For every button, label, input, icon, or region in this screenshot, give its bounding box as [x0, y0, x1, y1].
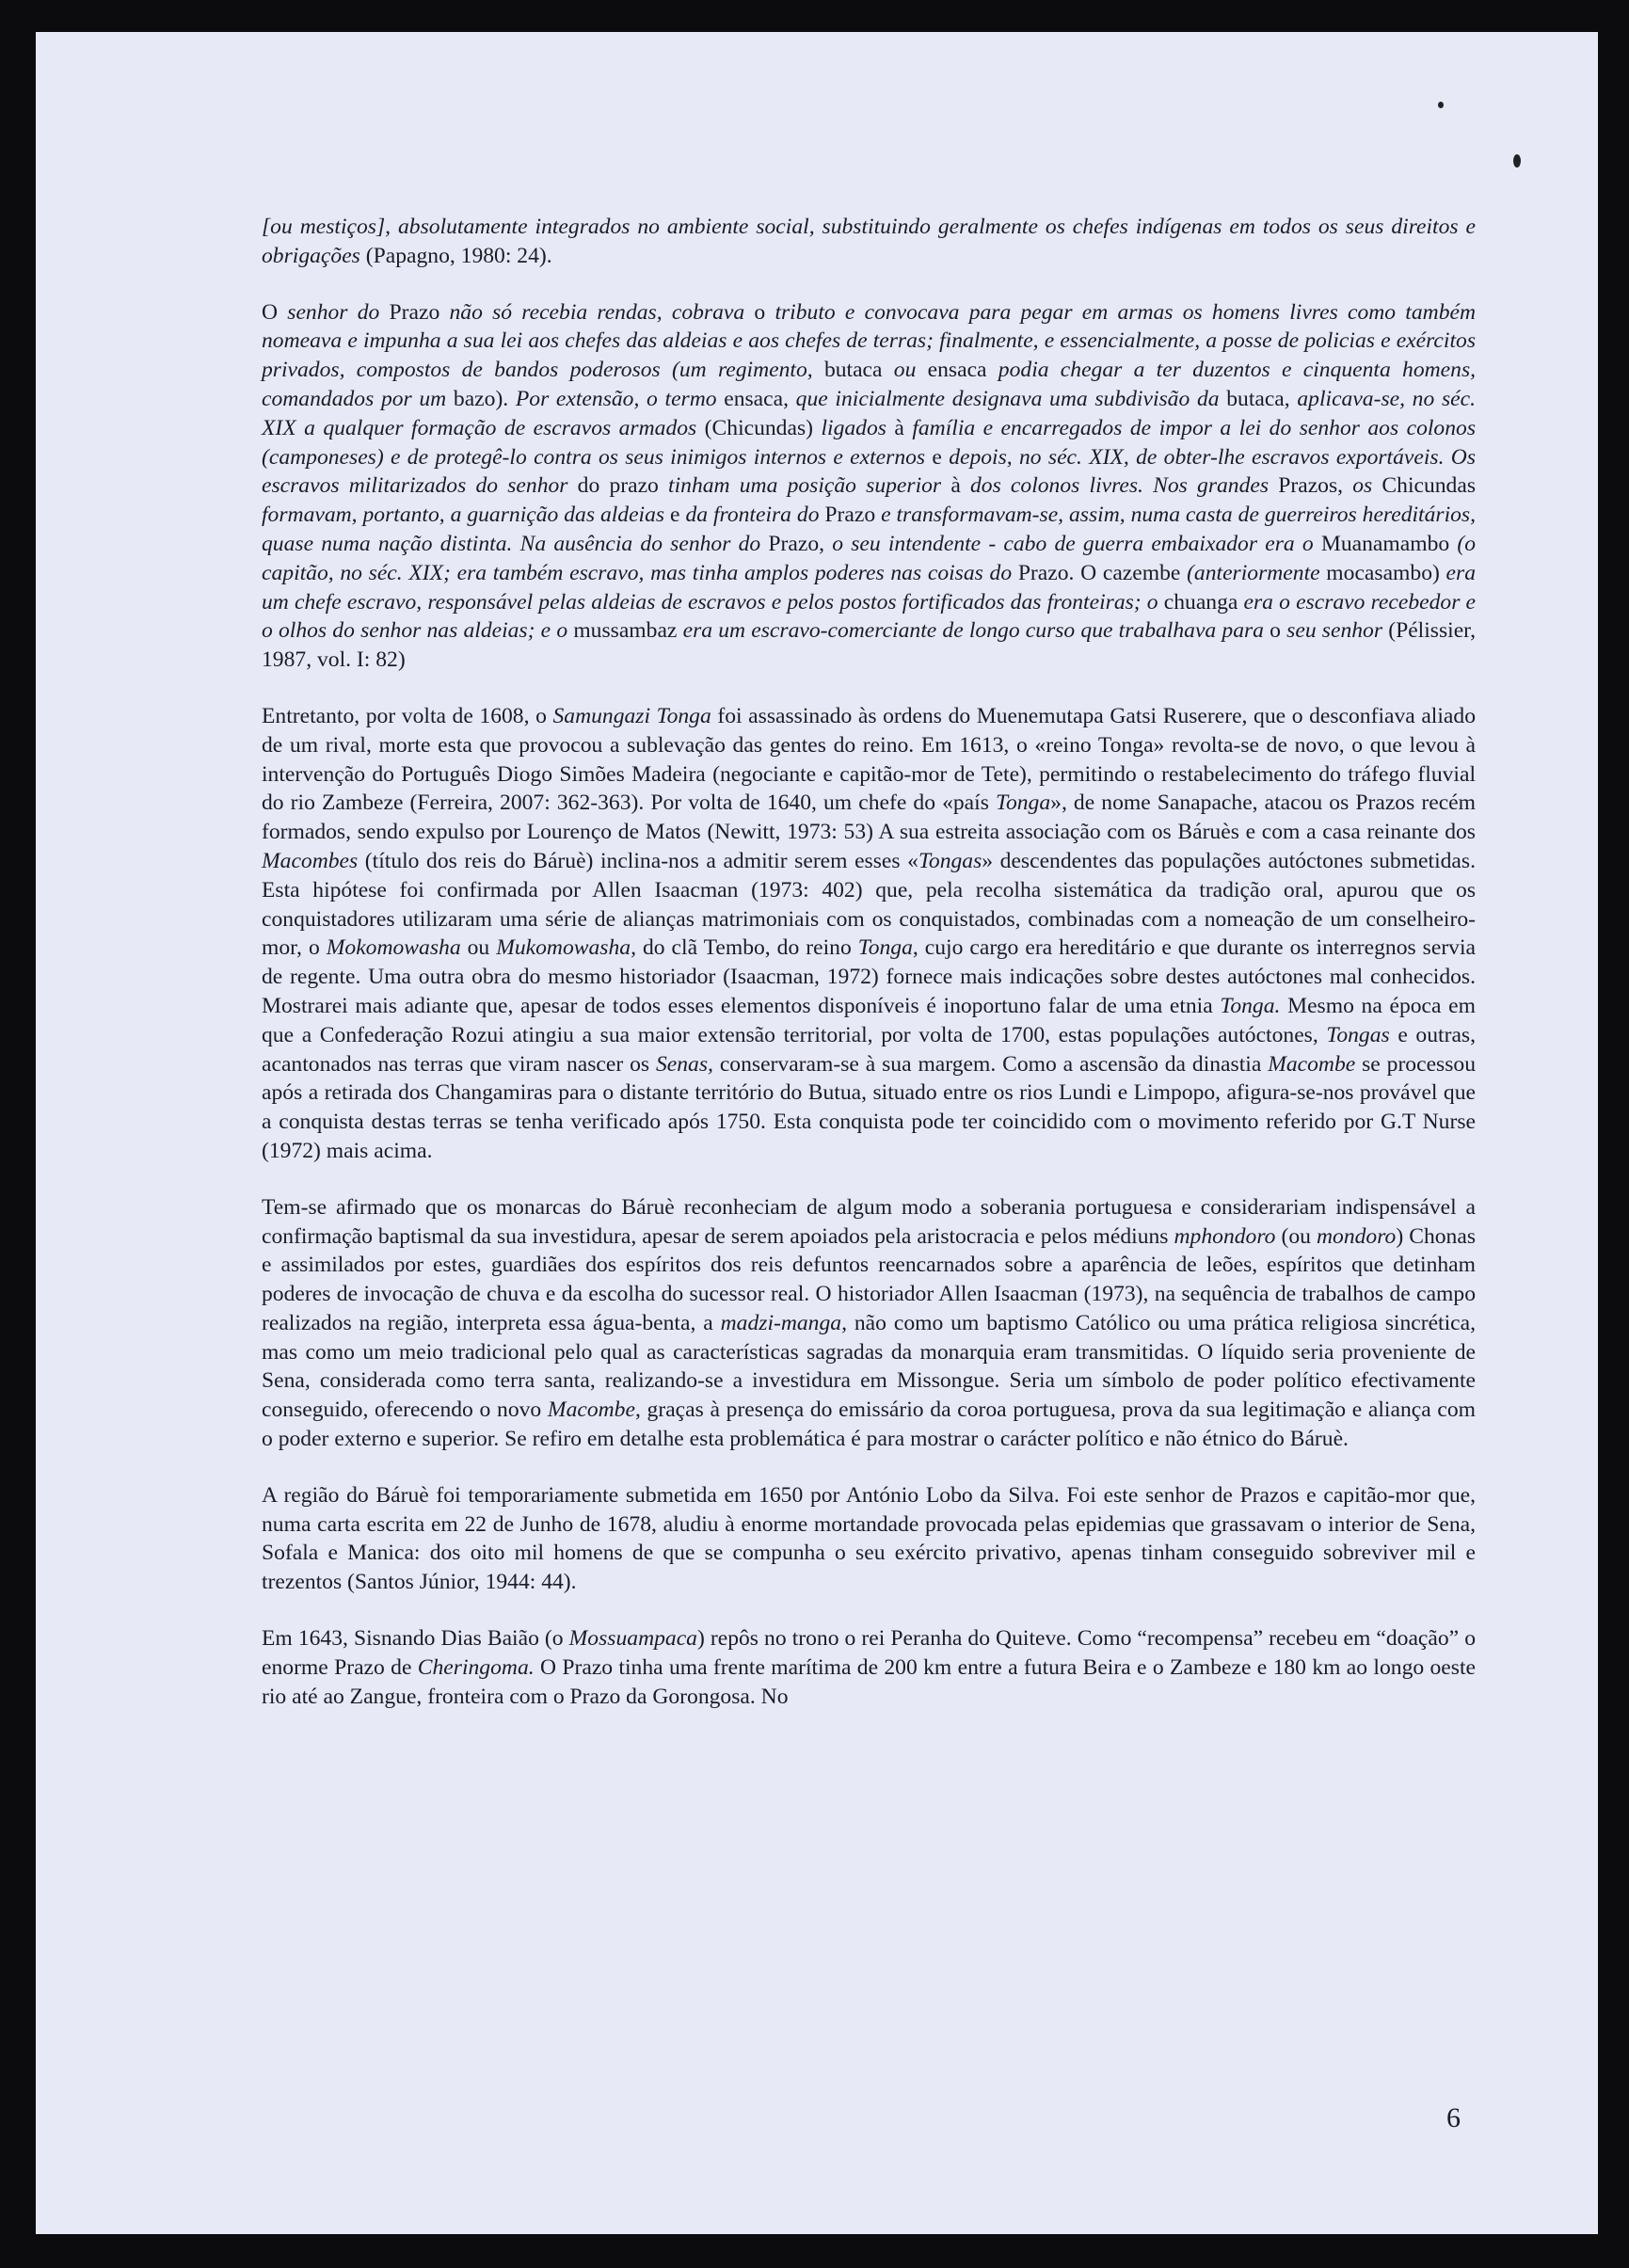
text-run: (o capitão, no séc. XIX; era também escravo, mas tinha amplos poderes nas coisas do [262, 531, 1477, 585]
text-run: tinham uma posição superior [668, 473, 951, 499]
text-run: e [670, 503, 686, 528]
scan-speck [1513, 154, 1521, 168]
text-run: butaca [823, 358, 894, 383]
text-run: mocasambo) [1326, 560, 1446, 585]
text-run: Chicundas [1381, 473, 1477, 499]
text-run: formavam, portanto, a guarnição das aldeias [262, 503, 671, 528]
text-run: mussambaz [573, 618, 683, 644]
text-run: senhor do [287, 299, 390, 325]
text-run: ) repôs no trono o rei Peranha do Quiteve. Como “recompensa” recebeu em “doação” o enorme Prazo de [262, 1626, 1476, 1680]
text-run: (título dos reis do Báruè) inclina-nos a admitir serem esses « [358, 848, 918, 873]
text-run: chuanga [1163, 589, 1244, 615]
text-run: ensaca [927, 358, 998, 383]
document-body [262, 213, 1476, 1738]
text-run: Prazo. O cazembe [1017, 560, 1188, 585]
text-run: foi assassinado às ordens do Muenemutapa Gatsi Ruserere, que o desconfiava aliado de um rival, morte esta que provocou a sublevação das gentes do reino. Em 1613, o «reino Tonga» revolta-se de novo, o que levou à intervenção do Português Diogo Simões Madeira (negociante e capitão-mor de Tete), permitindo o restabelecimento do tráfego fluvial do rio Zambeze (Ferreira, 2007: 362-363). Por volta de 1640, um chefe do «país [262, 703, 1476, 816]
text-run: Prazo, [768, 531, 833, 556]
text-run: que inicialmente designava uma subdivisão da [795, 386, 1227, 411]
text-run: A região do Báruè foi temporariamente submetida em 1650 por António Lobo da Silva. Foi este senhor de Prazos e capitão-mor que, numa carta escrita em 22 de Junho de 1678, aludiu à enorme mortandade provocada pelas epidemias que grassavam o interior de Sena, Sofala e Manica: dos oito mil homens de que se compunha o seu exército privativo, apenas tinham conseguido sobreviver mil e trezentos (Santos Júnior, 1944: 44). [262, 1482, 1476, 1595]
text-run: depois, no séc. XIX, de obter-lhe escravos exportáveis. Os escravos militarizados do senhor [262, 444, 1476, 499]
text-run: não como um baptismo Católico ou uma prática religiosa sincrética, mas como um meio tradicional pelo qual as características sagradas da monarquia eram transmitidas. O líquido seria proveniente de Sena, considerada como terra santa, realizando-se a investidura em Missongue. Seria um símbolo de poder político efectivamente conseguido, oferecendo o novo [262, 1310, 1476, 1423]
text-run: ligados [821, 415, 895, 440]
text-run: do prazo [577, 473, 669, 499]
paragraph-2-prazo-lord [262, 298, 1476, 675]
text-run: Prazo [389, 299, 450, 325]
text-run: Mokomowasha [326, 935, 461, 961]
text-run: Tem-se afirmado que os monarcas do Báruè reconheciam de algum modo a soberania portuguesa e considerariam indispensável a confirmação baptismal da sua investidura, apesar de serem apoiados pela aristocracia e pelos médiuns [262, 1194, 1476, 1249]
text-run: seu senhor [1286, 618, 1389, 644]
text-run: não só recebia rendas, cobrava [449, 299, 755, 325]
text-run: madzi-manga, [720, 1310, 847, 1335]
text-run: ou [460, 935, 497, 961]
text-run: (Chicundas) [704, 415, 822, 440]
paragraph-1-quote-end [262, 213, 1476, 271]
text-run: ou [893, 358, 928, 383]
text-run: Tongas [918, 848, 982, 873]
text-run: (ou [1275, 1223, 1317, 1249]
paragraph-5-lobo-da-silva [262, 1481, 1476, 1597]
paragraph-3-samungazi [262, 702, 1476, 1166]
text-run: Tonga. [1220, 993, 1281, 1018]
text-run: se processou após a retirada dos Changamiras para o distante território do Butua, situado entre os rios Lundi e Limpopo, afigura-se-nos provável que a conquista destas terras se tenha verificado após 1750. Esta conquista pode ter coincidido com o movimento referido por G.T Nurse (1972) mais acima. [262, 1051, 1476, 1163]
text-run: e [932, 444, 950, 470]
page-number: 6 [1446, 2102, 1461, 2133]
text-run: dos colonos livres. Nos grandes [969, 473, 1279, 499]
text-run: o [1270, 618, 1287, 644]
text-run: , graças à presença do emissário da coroa portuguesa, prova da sua legitimação e aliança com o poder externo e superior. Se refiro em detalhe esta problemática é para mostrar o carácter político e não étnico do Báruè. [262, 1398, 1476, 1452]
text-run: ) Chonas e assimilados por estes, guardiães dos espíritos dos reis defuntos reencarnados sobre a aparência de leões, espíritos que detinham poderes de invocação de chuva e da escolha do sucessor real. O historiador Allen Isaacman (1973), na sequência de trabalhos de campo realizados na região, interpreta essa água-benta, a [262, 1223, 1476, 1335]
text-run: Macombes [262, 848, 359, 873]
paragraph-4-barue-monarchs [262, 1193, 1476, 1454]
text-run: Senas, [655, 1051, 713, 1077]
text-run: da fronteira do [685, 503, 825, 528]
text-run: mondoro [1316, 1223, 1397, 1249]
text-run: Mesmo na época em que a Confederação Rozui atingiu a sua maior extensão territorial, por volta de 1700, estas populações autóctones, [262, 993, 1476, 1047]
scan-speck [1438, 102, 1444, 108]
text-run: era um escravo-comerciante de longo curso que trabalhava para [682, 618, 1270, 644]
text-run: mphondoro [1174, 1223, 1276, 1249]
text-run: Mukomowasha, [496, 935, 636, 961]
text-run: Macombe [547, 1398, 635, 1423]
text-run: e transformavam-se, assim, numa casta de guerreiros hereditários, quase numa nação distinta. Na ausência do senhor do [262, 503, 1477, 556]
text-run: Macombe [1268, 1051, 1356, 1077]
text-run: aplicava-se, no séc. XIX a qualquer formação de escravos armados [262, 386, 1476, 440]
text-run: Tonga [995, 791, 1051, 816]
text-run: Samungazi Tonga [552, 703, 711, 728]
text-run: era um chefe escravo, responsável pelas aldeias de escravos e pelos postos fortificados das fronteiras; o [262, 560, 1476, 615]
text-run: Prazo [824, 503, 882, 528]
text-run: (anteriormente [1187, 560, 1327, 585]
text-run: (Papagno, 1980: 24). [359, 243, 552, 268]
text-run: Tonga [857, 935, 913, 961]
text-run: O Prazo tinha uma frente marítima de 200 km entre a futura Beira e o Zambeze e 180 km ao longo oeste rio até ao Zangue, fronteira com o Prazo da Gorongosa. No [262, 1654, 1476, 1709]
text-run: », de nome Sanapache, atacou os Prazos recém formados, sendo expulso por Lourenço de Matos (Newitt, 1973: 53) A sua estreita associação com os Báruès e com a casa reinante dos [262, 791, 1476, 845]
text-run: Prazos, [1278, 473, 1353, 499]
text-run: conservaram-se à sua margem. Como a ascensão da dinastia [712, 1051, 1269, 1077]
text-run: era o escravo recebedor e o olhos do senhor nas aldeias; e o [262, 589, 1476, 644]
text-run: podia chegar a ter duzentos e cinquenta homens, comandados por um [262, 358, 1477, 411]
text-run: [ou mestiços], absolutamente integrados no ambiente social, substituindo geralmente os chefes indígenas em todos os seus direitos e obrigações [262, 215, 1476, 268]
text-run: Entretanto, por volta de 1608, o [262, 703, 553, 728]
text-run: o [754, 299, 775, 325]
text-run: » descendentes das populações autóctones submetidas. Esta hipótese foi confirmada por Allen Isaacman (1973: 402) que, pela recolha sistemática da tradição oral, apurou que os conquistadores utilizaram uma série de alianças matrimoniais com os conquistados, combinadas com a nomeação de um conselheiro-mor, o [262, 848, 1476, 961]
text-run: (Pélissier, 1987, vol. I: 82) [262, 618, 1476, 673]
text-run: os [1352, 473, 1382, 499]
paragraph-6-sisnando [262, 1624, 1476, 1711]
text-run: à [950, 473, 970, 499]
text-run: tributo e convocava para pegar em armas os homens livres como também nomeava e impunha a sua lei aos chefes das aldeias e aos chefes de terras; finalmente, e essencialmente, a posse de policias e exércitos privados, compostos de bandos poderosos (um regimento, [262, 299, 1477, 383]
text-run: Por extensão, o termo [515, 386, 725, 411]
text-run: Em 1643, Sisnando Dias Baião (o [262, 1626, 569, 1652]
text-run: , cujo cargo era hereditário e que durante os interregnos servia de regente. Uma outra obra do mesmo historiador (Isaacman, 1972) fornece mais indicações sobre destes autóctones mal conhecidos. Mostrarei mais adiante que, apesar de todos esses elementos disponíveis é inoportuno falar de uma etnia [262, 935, 1476, 1018]
text-run: O [262, 299, 288, 325]
text-run: Muanamambo [1320, 531, 1458, 556]
text-run: Cheringoma. [417, 1654, 535, 1680]
text-run: ensaca, [724, 386, 796, 411]
text-run: à [894, 415, 913, 440]
text-run: e outras, acantonados nas terras que viram nascer os [262, 1022, 1476, 1077]
text-run: bazo). [453, 386, 516, 411]
text-run: família e encarregados de impor a lei do senhor aos colonos (camponeses) e de protegê-lo contra os seus inimigos internos e externos [262, 415, 1477, 470]
text-run: Tongas [1326, 1022, 1390, 1047]
text-run: butaca, [1226, 386, 1298, 411]
document-page [36, 32, 1598, 2234]
text-run: Mossuampaca [568, 1626, 697, 1652]
text-run: do clã Tembo, do reino [635, 935, 858, 961]
text-run: o seu intendente - cabo de guerra embaixador era o [832, 531, 1321, 556]
